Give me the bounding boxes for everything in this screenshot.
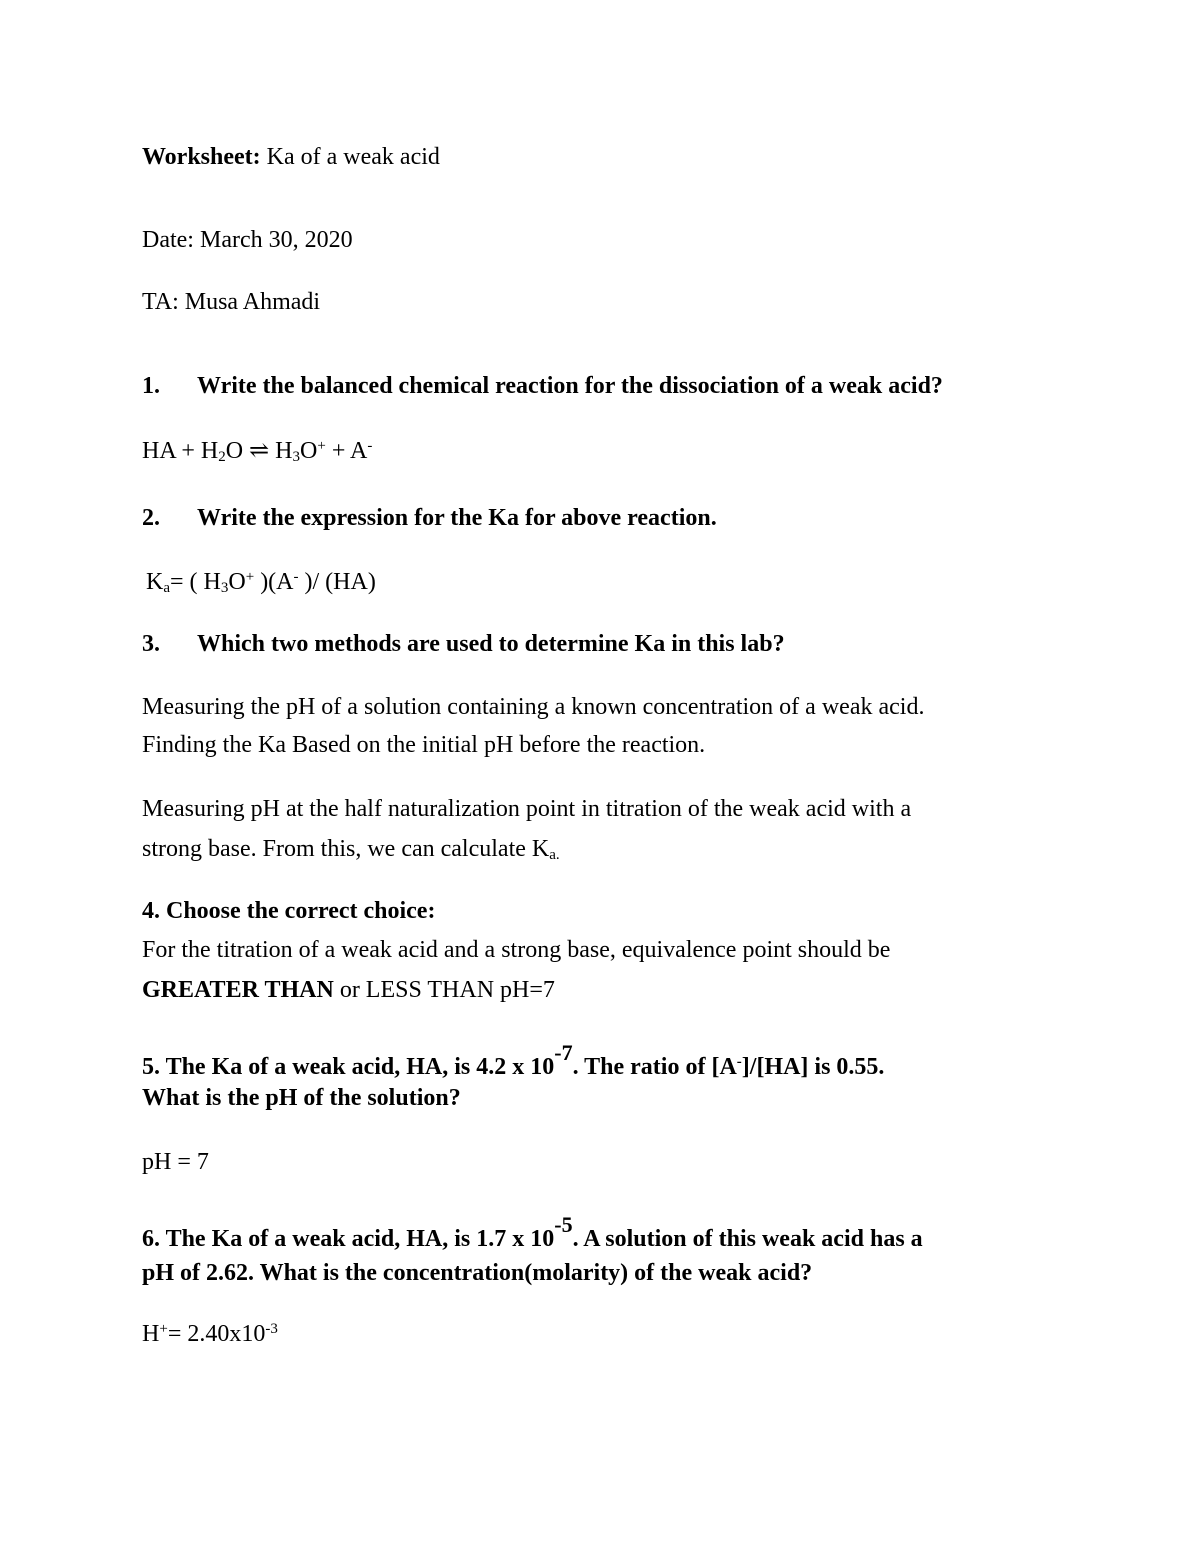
answer-3-method-2-line-2 xyxy=(142,835,560,863)
answer-2-part: K xyxy=(146,569,164,595)
answer-1-sub: 3 xyxy=(292,449,300,465)
answer-2-sup: - xyxy=(293,569,299,585)
question-2-text: Write the expression for the Ka for above reaction. xyxy=(197,505,717,531)
answer-1 xyxy=(142,437,372,465)
answer-2-sub: 3 xyxy=(220,580,229,596)
question-6-line-2: pH of 2.62. What is the concentration(molarity) of the weak acid? xyxy=(142,1260,813,1286)
question-4: 4. Choose the correct choice: xyxy=(142,898,436,924)
question-3 xyxy=(142,630,785,658)
answer-6 xyxy=(142,1320,278,1348)
answer-3-method-2-text: strong base. From this, we can calculate K xyxy=(142,836,550,862)
answer-1-part: + A xyxy=(325,438,368,464)
question-1 xyxy=(142,372,943,400)
question-5-text: 5. The Ka of a weak acid, HA, is 4.2 x 10 xyxy=(142,1054,555,1080)
question-5-text: ]/[HA] is 0.55. xyxy=(741,1054,885,1080)
question-4-choices xyxy=(142,976,555,1004)
choice-less-than: or LESS THAN pH=7 xyxy=(333,977,555,1003)
date-line: Date: March 30, 2020 xyxy=(142,227,353,253)
question-1-text: Write the balanced chemical reaction for the dissociation of a weak acid? xyxy=(197,373,943,399)
answer-1-sub: 2 xyxy=(218,449,226,465)
answer-1-part: O ⇌ H xyxy=(225,438,293,464)
answer-3-method-2-sub: a. xyxy=(549,847,560,863)
answer-2 xyxy=(146,568,376,596)
answer-6-text: = 2.40x10 xyxy=(167,1321,266,1347)
answer-2-part: )(A xyxy=(254,569,294,595)
answer-1-sup: - xyxy=(367,438,373,454)
answer-2-sub: a xyxy=(163,580,171,596)
question-5-line-1 xyxy=(142,1040,885,1081)
question-1-number: 1. xyxy=(142,373,160,399)
question-6-line-1 xyxy=(142,1212,923,1253)
question-6-text: 6. The Ka of a weak acid, HA, is 1.7 x 10 xyxy=(142,1226,555,1252)
answer-3-method-2-line-1: Measuring pH at the half naturalization point in titration of the weak acid with a xyxy=(142,796,912,822)
answer-3-method-1-line-2: Finding the Ka Based on the initial pH before the reaction. xyxy=(142,732,706,758)
title-text: Ka of a weak acid xyxy=(260,144,440,170)
answer-6-text: H xyxy=(142,1321,160,1347)
question-3-number: 3. xyxy=(142,631,160,657)
worksheet-title xyxy=(142,143,440,171)
question-5-line-2: What is the pH of the solution? xyxy=(142,1085,461,1111)
title-label: Worksheet: xyxy=(142,144,261,170)
ta-line: TA: Musa Ahmadi xyxy=(142,289,321,315)
answer-5: pH = 7 xyxy=(142,1149,209,1175)
answer-1-part: O xyxy=(300,438,318,464)
answer-3-method-1-line-1: Measuring the pH of a solution containing a known concentration of a weak acid. xyxy=(142,694,925,720)
question-2-number: 2. xyxy=(142,505,160,531)
answer-6-sup: + xyxy=(159,1321,168,1337)
question-5-sup: - xyxy=(736,1054,742,1070)
answer-1-sup: + xyxy=(317,438,326,454)
question-3-text: Which two methods are used to determine Ka in this lab? xyxy=(197,631,785,657)
choice-greater-than: GREATER THAN xyxy=(142,977,334,1003)
answer-2-sup: + xyxy=(245,569,255,585)
question-6-text: . A solution of this weak acid has a xyxy=(572,1226,923,1252)
answer-6-exponent: -3 xyxy=(265,1321,278,1337)
answer-2-part: = ( H xyxy=(170,569,221,595)
answer-1-part: HA + H xyxy=(142,438,219,464)
question-6-exponent: -5 xyxy=(554,1212,573,1237)
question-2 xyxy=(142,504,717,532)
question-5-text: . The ratio of [A xyxy=(572,1054,737,1080)
answer-2-part: )/ (HA) xyxy=(298,569,376,595)
answer-2-part: O xyxy=(228,569,246,595)
question-4-text: For the titration of a weak acid and a strong base, equivalence point should be xyxy=(142,937,891,963)
question-5-exponent: -7 xyxy=(554,1040,573,1065)
